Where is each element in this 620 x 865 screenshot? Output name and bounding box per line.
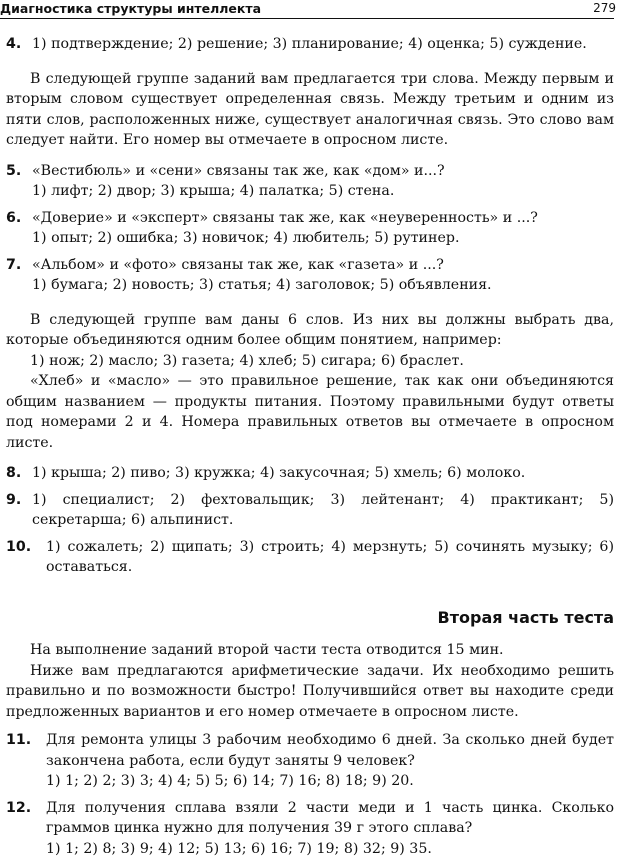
- question-12: [6, 798, 614, 860]
- page-body: [6, 34, 614, 865]
- question-10: [6, 537, 614, 578]
- page-number: 279: [593, 1, 616, 15]
- question-text: Для ремонта улицы 3 рабочим необходимо 6 дней. За сколько дней будет закончена работа, если будут заняты 9 человек?: [46, 732, 614, 769]
- question-options: 1) лифт; 2) двор; 3) крыша; 4) палатка; 5) стена.: [32, 183, 395, 199]
- question-number: 6.: [6, 209, 22, 226]
- question-options: 1) сожалеть; 2) щипать; 3) строить; 4) мерзнуть; 5) сочинять музыку; 6) оставаться.: [46, 538, 614, 575]
- question-number: 8.: [6, 465, 22, 481]
- question-number: 9.: [6, 491, 22, 508]
- question-number: 4.: [6, 36, 22, 52]
- question-5: [6, 161, 614, 202]
- section-intro-time: На выполнение заданий второй части теста отводится 15 мин.: [30, 642, 504, 658]
- question-4: [6, 34, 614, 55]
- question-number: 7.: [6, 256, 22, 273]
- question-6: [6, 208, 614, 249]
- instruction-example: 1) нож; 2) масло; 3) газета; 4) хлеб; 5) сигара; 6) браслет.: [30, 352, 464, 369]
- question-options: 1) 1; 2) 8; 3) 9; 4) 12; 5) 13; 6) 16; 7) 19; 8) 32; 9) 35.: [46, 840, 432, 857]
- question-text: «Доверие» и «эксперт» связаны так же, как «неуверенность» и ...?: [32, 209, 538, 226]
- section-heading: Вторая часть теста: [437, 607, 614, 627]
- question-options: 1) 1; 2) 2; 3) 3; 4) 4; 5) 5; 6) 14; 7) 16; 8) 18; 9) 20.: [46, 773, 414, 789]
- question-text: «Альбом» и «фото» связаны так же, как «газета» и ...?: [32, 256, 444, 273]
- question-options: 1) бумага; 2) новость; 3) статья; 4) заголовок; 5) объявления.: [32, 277, 492, 293]
- instruction-text: В следующей группе заданий вам предлагается три слова. Между первым и вторым словом существует определенная связь. Между третьим и одним из пяти слов, расположенных ниже, существует аналогичная связь. Это слово вам следует найти. Его номер вы отмечаете в опросном листе.: [6, 70, 614, 148]
- question-11: [6, 730, 614, 792]
- header-rule: [0, 18, 614, 19]
- question-options: 1) подтверждение; 2) решение; 3) планирование; 4) оценка; 5) суждение.: [32, 36, 587, 52]
- question-number: 12.: [6, 799, 32, 816]
- instruction-analogies: [6, 69, 614, 151]
- section-intro-instructions: Ниже вам предлагаются арифметические задачи. Их необходимо решить правильно и по возможности быстро! Получившийся ответ вы находите среди предложенных вариантов и его номер отмечаете в опросном листе.: [6, 662, 614, 720]
- question-options: 1) крыша; 2) пиво; 3) кружка; 4) закусочная; 5) хмель; 6) молоко.: [32, 465, 526, 481]
- running-title: Диагностика структуры интеллекта: [0, 1, 262, 16]
- question-number: 11.: [6, 732, 32, 748]
- question-number: 10.: [6, 538, 32, 555]
- question-text: «Вестибюль» и «сени» связаны так же, как «дом» и...?: [32, 162, 445, 179]
- question-9: [6, 490, 614, 531]
- instruction-classification: [6, 310, 614, 454]
- instruction-explanation: «Хлеб» и «масло» — это правильное решение, так как они объединяются общим названием — продукты питания. Поэтому правильными будут ответы под номерами 2 и 4. Номера правильных ответов вы отмечаете в опросном листе.: [6, 373, 614, 451]
- instruction-text: В следующей группе вам даны 6 слов. Из них вы должны выбрать два, которые объединяются одним более общим понятием, например:: [6, 311, 614, 348]
- question-options: 1) специалист; 2) фехтовальщик; 3) лейтенант; 4) практикант; 5) секретарша; 6) альпинист.: [32, 491, 614, 528]
- question-number: 5.: [6, 162, 22, 179]
- question-7: [6, 255, 614, 296]
- question-options: 1) опыт; 2) ошибка; 3) новичок; 4) любитель; 5) рутинер.: [32, 230, 460, 246]
- question-text: Для получения сплава взяли 2 части меди и 1 часть цинка. Сколько граммов цинка нужно для получения 39 г этого сплава?: [46, 799, 614, 836]
- question-8: [6, 463, 614, 484]
